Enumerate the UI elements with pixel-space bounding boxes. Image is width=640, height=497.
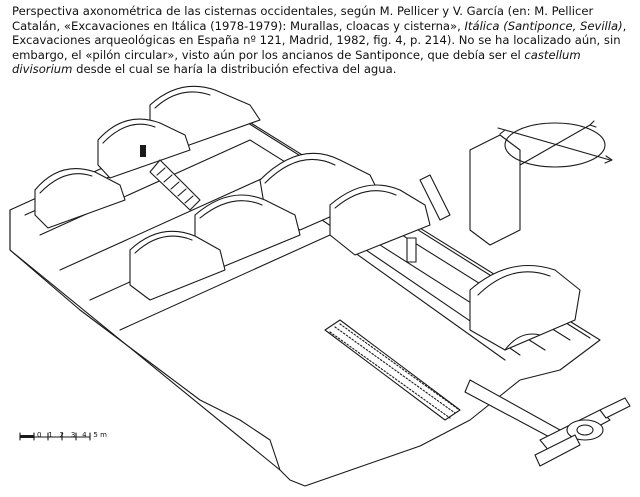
- caption-italic-castellum: castellum divisorium: [12, 47, 581, 77]
- outflow-pipe: [465, 380, 630, 466]
- caption-italic-title: Itálica (Santiponce, Sevilla): [464, 18, 623, 33]
- scale-bar-label: 0 1 2 3 4 5m: [37, 431, 110, 439]
- caption-text-2: , Excavaciones arqueológicas en España nº 121, Madrid, 1982, fig. 4, p. 214). No se ha localizado aún, sin embargo, el «pilón circular», visto aún por los ancianos de Santiponce, que debía ser el: [12, 18, 627, 62]
- caption-text-3: desde el cual se haría la distribución efectiva del agua.: [72, 62, 397, 77]
- caption-text-1: Perspectiva axonométrica de las cisternas occidentales, según M. Pellicer y V. García (en: M. Pellicer Catalán, «Excavaciones en Itálica (1978-1979): Murallas, cloacas y cisterna»,: [12, 4, 594, 33]
